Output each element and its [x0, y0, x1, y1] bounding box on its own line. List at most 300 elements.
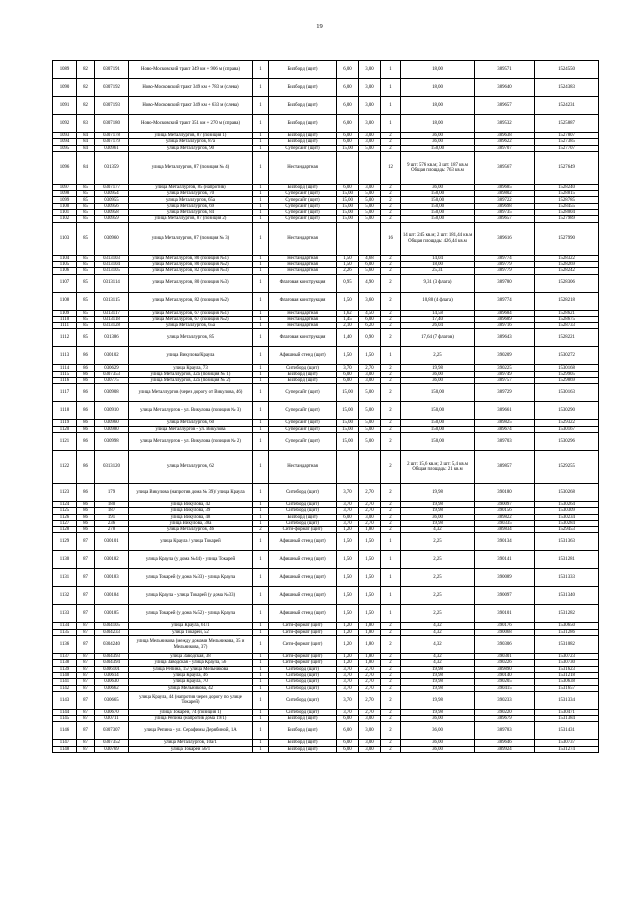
cell-zone: 85 — [77, 310, 95, 316]
cell-row-number: 1132 — [53, 587, 77, 605]
cell-coord-y: 1530650 — [535, 623, 599, 629]
cell-ad-code: 030961 — [95, 145, 129, 151]
cell-coord-y: 1530234 — [535, 514, 599, 520]
cell-faces: 2 — [381, 329, 401, 347]
cell-coord-x: 390156 — [475, 508, 535, 514]
cell-area: 36,00 — [401, 514, 475, 520]
cell-height: 5,00 — [359, 384, 381, 402]
cell-coord-x: 389698 — [475, 203, 535, 209]
cell-sides-count: 1 — [253, 514, 269, 520]
cell-row-number: 1109 — [53, 310, 77, 316]
cell-sides-count: 1 — [253, 508, 269, 514]
cell-height: 5,60 — [359, 268, 381, 274]
cell-faces: 2 — [381, 365, 401, 371]
cell-ad-code: 179 — [95, 483, 129, 501]
cell-sides-count: 1 — [253, 402, 269, 420]
cell-area: 19,98 — [401, 483, 475, 501]
cell-height: 5,00 — [359, 210, 381, 216]
cell-construction-type: Ситиборд (щит) — [269, 508, 337, 514]
cell-construction-type: Билборд (щит) — [269, 371, 337, 377]
cell-width — [337, 151, 359, 184]
cell-area: 36,00 — [401, 746, 475, 752]
cell-row-number: 1142 — [53, 685, 77, 691]
cell-row-number: 1136 — [53, 636, 77, 654]
cell-area: 19,98 — [401, 709, 475, 715]
cell-sides-count: 1 — [253, 139, 269, 145]
cell-height: 3,00 — [359, 722, 381, 740]
cell-coord-x: 389657 — [475, 97, 535, 115]
cell-row-number: 1110 — [53, 316, 77, 322]
cell-zone: 87 — [77, 666, 95, 672]
cell-height — [359, 450, 381, 483]
cell-row-number: 1115 — [53, 371, 77, 377]
cell-row-number: 1121 — [53, 432, 77, 450]
cell-sides-count: 1 — [253, 371, 269, 377]
cell-width: 6,00 — [337, 746, 359, 752]
cell-height: 2,70 — [359, 709, 381, 715]
page-number: 19 — [316, 23, 323, 30]
cell-area: 19,98 — [401, 685, 475, 691]
cell-height: 1,80 — [359, 636, 381, 654]
cell-zone: 86 — [77, 450, 95, 483]
cell-coord-y: 1531384 — [535, 716, 599, 722]
table-row — [53, 636, 599, 654]
cell-coord-x: 389707 — [475, 145, 535, 151]
cell-zone: 85 — [77, 261, 95, 267]
cell-zone: 86 — [77, 501, 95, 507]
cell-zone: 84 — [77, 133, 95, 139]
cell-sides-count: 1 — [253, 629, 269, 635]
cell-row-number: 1114 — [53, 365, 77, 371]
cell-sides-count: 1 — [253, 716, 269, 722]
cell-faces: 2 — [381, 216, 401, 222]
cell-height: 3,00 — [359, 61, 381, 79]
cell-ad-code: 030630 — [95, 679, 129, 685]
cell-coord-y: 1531282 — [535, 605, 599, 623]
cell-faces: 2 — [381, 654, 401, 660]
cell-zone: 85 — [77, 184, 95, 190]
cell-area: 4,32 — [401, 654, 475, 660]
cell-width: 3,70 — [337, 483, 359, 501]
cell-ad-code: 030629 — [95, 365, 129, 371]
cell-ad-code: 030182 — [95, 551, 129, 569]
cell-coord-y: 1531657 — [535, 685, 599, 691]
cell-row-number: 1129 — [53, 533, 77, 551]
cell-row-number: 1093 — [53, 133, 77, 139]
cell-place-address: Ново-Московский тракт 351 км + 270 м (справа) — [129, 115, 253, 133]
cell-area: 36,00 — [401, 722, 475, 740]
cell-width: 3,70 — [337, 685, 359, 691]
cell-sides-count: 1 — [253, 587, 269, 605]
cell-coord-y: 1530723 — [535, 654, 599, 660]
cell-sides-count: 1 — [253, 191, 269, 197]
table-row — [53, 587, 599, 605]
cell-coord-x: 389779 — [475, 261, 535, 267]
cell-row-number: 1102 — [53, 216, 77, 222]
cell-ad-code: 030665 — [95, 691, 129, 709]
cell-ad-code: 030960 — [95, 420, 129, 426]
cell-construction-type: Афишный стенд (щит) — [269, 533, 337, 551]
cell-construction-type: Сити-формат (щит) — [269, 660, 337, 666]
cell-height: 1,50 — [359, 551, 381, 569]
cell-coord-x: 389661 — [475, 402, 535, 420]
cell-zone: 87 — [77, 709, 95, 715]
cell-zone: 85 — [77, 274, 95, 292]
cell-sides-count: 1 — [253, 679, 269, 685]
cell-construction-type: Сити-формат (щит) — [269, 527, 337, 533]
cell-area: 19,98 — [401, 520, 475, 526]
cell-width: 1,20 — [337, 623, 359, 629]
cell-place-address: улица Викулова, 38а — [129, 520, 253, 526]
cell-width: 1,50 — [337, 255, 359, 261]
cell-coord-x: 390180 — [475, 483, 535, 501]
cell-area: 19,98 — [401, 508, 475, 514]
cell-area: 9,31 (3 флага) — [401, 274, 475, 292]
cell-construction-type: Суперсайт (щит) — [269, 402, 337, 420]
cell-row-number: 1104 — [53, 255, 77, 261]
cell-construction-type: Сити-формат (щит) — [269, 623, 337, 629]
cell-faces: 1 — [381, 587, 401, 605]
cell-coord-x: 389532 — [475, 115, 535, 133]
cell-coord-y: 1530268 — [535, 483, 599, 501]
cell-place-address: Ново-Московский тракт 349 км + 633 м (слева) — [129, 97, 253, 115]
cell-coord-y: 1528815 — [535, 191, 599, 197]
cell-coord-x: 389774 — [475, 255, 535, 261]
cell-construction-type: Суперсайт (щит) — [269, 197, 337, 203]
cell-height: 2,70 — [359, 520, 381, 526]
cell-row-number: 1134 — [53, 623, 77, 629]
cell-row-number: 1111 — [53, 323, 77, 329]
cell-coord-y: 1531281 — [535, 551, 599, 569]
cell-construction-type: Суперсайт (щит) — [269, 203, 337, 209]
cell-zone: 85 — [77, 191, 95, 197]
cell-row-number: 1145 — [53, 716, 77, 722]
cell-coord-x: 390176 — [475, 623, 535, 629]
cell-sides-count: 1 — [253, 709, 269, 715]
cell-width: 1,50 — [337, 292, 359, 310]
cell-ad-code: 0307353 — [95, 371, 129, 377]
cell-width: 3,70 — [337, 520, 359, 526]
cell-coord-y: 1528785 — [535, 197, 599, 203]
cell-row-number: 1143 — [53, 691, 77, 709]
cell-ad-code: 030955 — [95, 197, 129, 203]
cell-sides-count: 1 — [253, 666, 269, 672]
cell-place-address: улица Металлургов, 87а — [129, 139, 253, 145]
cell-coord-y: 1524383 — [535, 79, 599, 97]
cell-sides-count: 1 — [253, 685, 269, 691]
cell-place-address: улица Токарей, 74 (позиция 1) — [129, 709, 253, 715]
cell-sides-count: 2 — [253, 527, 269, 533]
cell-coord-x: 389685 — [475, 184, 535, 190]
cell-zone: 86 — [77, 371, 95, 377]
cell-place-address: Ново-Московский тракт 349 км + 783 м (слева) — [129, 79, 253, 97]
cell-faces: 2 — [381, 623, 401, 629]
cell-construction-type: Билборд (щит) — [269, 61, 337, 79]
cell-width: 1,50 — [337, 569, 359, 587]
cell-height: 3,00 — [359, 716, 381, 722]
cell-zone: 87 — [77, 746, 95, 752]
cell-height: 1,50 — [359, 533, 381, 551]
cell-width: 6,00 — [337, 740, 359, 746]
cell-zone: 85 — [77, 222, 95, 255]
cell-place-address: улица Металлургов, 80 (позиция №3) — [129, 274, 253, 292]
cell-area: 14 шт: 245 кв.м; 2 шт: 181,44 кв.м Общая площадь: 426,44 кв.м — [401, 222, 475, 255]
cell-coord-x: 389622 — [475, 139, 535, 145]
cell-faces: 1 — [381, 115, 401, 133]
cell-coord-y: 1528221 — [535, 329, 599, 347]
cell-zone: 86 — [77, 520, 95, 526]
cell-width: 6,00 — [337, 722, 359, 740]
cell-ad-code: 030711 — [95, 716, 129, 722]
cell-coord-x: 390301 — [475, 654, 535, 660]
cell-width — [337, 450, 359, 483]
registry-body — [53, 61, 599, 753]
cell-area: 4,32 — [401, 623, 475, 629]
cell-faces: 2 — [381, 292, 401, 310]
table-row — [53, 97, 599, 115]
cell-ad-code: 278 — [95, 527, 129, 533]
cell-coord-y: 1531334 — [535, 691, 599, 709]
cell-construction-type: Флаговая конструкция — [269, 292, 337, 310]
cell-construction-type: Суперсайт (щит) — [269, 210, 337, 216]
cell-area: 14,58 — [401, 310, 475, 316]
cell-zone: 87 — [77, 569, 95, 587]
cell-height: 6,20 — [359, 323, 381, 329]
cell-zone: 86 — [77, 426, 95, 432]
cell-zone: 86 — [77, 483, 95, 501]
cell-construction-type: Суперсайт (щит) — [269, 145, 337, 151]
cell-area: 2,25 — [401, 551, 475, 569]
cell-ad-code: 030775 — [95, 378, 129, 384]
cell-construction-type: Билборд (щит) — [269, 722, 337, 740]
cell-place-address: улица Металлургов, 65а — [129, 197, 253, 203]
cell-sides-count: 1 — [253, 97, 269, 115]
cell-place-address: улица Металлургов, 82 (позиция №2) — [129, 292, 253, 310]
cell-faces: 12 — [381, 151, 401, 184]
cell-sides-count: 1 — [253, 450, 269, 483]
cell-row-number: 1144 — [53, 709, 77, 715]
cell-coord-x: 390141 — [475, 551, 535, 569]
cell-row-number: 1101 — [53, 210, 77, 216]
cell-height: 1,50 — [359, 569, 381, 587]
cell-width: 1,50 — [337, 551, 359, 569]
cell-faces: 2 — [381, 514, 401, 520]
cell-place-address: улица Заводская, 38 — [129, 654, 253, 660]
cell-ad-code: 0313128 — [95, 323, 129, 329]
cell-row-number: 1135 — [53, 629, 77, 635]
cell-coord-y: 1527989 — [535, 216, 599, 222]
cell-zone: 87 — [77, 691, 95, 709]
cell-zone: 82 — [77, 97, 95, 115]
cell-height: 2,70 — [359, 483, 381, 501]
cell-width: 1,50 — [337, 261, 359, 267]
table-row — [53, 533, 599, 551]
cell-coord-y: 1528455 — [535, 203, 599, 209]
cell-place-address: улица Металлургов, 32а (позиция № 2) — [129, 378, 253, 384]
cell-place-address: улица Репина - ул. Серафимы Дерябиной, 1А — [129, 722, 253, 740]
cell-row-number: 1120 — [53, 426, 77, 432]
table-row — [53, 551, 599, 569]
cell-width: 15,00 — [337, 191, 359, 197]
cell-width: 3,70 — [337, 365, 359, 371]
cell-faces: 1 — [381, 79, 401, 97]
cell-sides-count: 1 — [253, 654, 269, 660]
cell-ad-code: 030959 — [95, 216, 129, 222]
cell-area: 19,98 — [401, 365, 475, 371]
cell-sides-count: 1 — [253, 483, 269, 501]
cell-coord-x: 389689 — [475, 316, 535, 322]
cell-zone: 87 — [77, 636, 95, 654]
cell-coord-y: 1530471 — [535, 709, 599, 715]
cell-height: 5,00 — [359, 216, 381, 222]
cell-coord-y: 1528269 — [535, 261, 599, 267]
cell-coord-y: 1531333 — [535, 569, 599, 587]
cell-ad-code: 031359 — [95, 151, 129, 184]
cell-ad-code: 030101 — [95, 533, 129, 551]
cell-ad-code: 030908 — [95, 384, 129, 402]
cell-coord-x: 389657 — [475, 216, 535, 222]
cell-row-number: 1131 — [53, 569, 77, 587]
cell-height: 2,70 — [359, 365, 381, 371]
cell-place-address: улица Металлургов, 87 (позиция 2) — [129, 216, 253, 222]
cell-coord-y: 1528306 — [535, 274, 599, 292]
cell-row-number: 1090 — [53, 79, 77, 97]
cell-height: 5,00 — [359, 197, 381, 203]
cell-zone: 85 — [77, 323, 95, 329]
cell-height: 2,70 — [359, 666, 381, 672]
cell-coord-x: 389780 — [475, 274, 535, 292]
cell-ad-code: 0307193 — [95, 97, 129, 115]
cell-coord-y: 1531286 — [535, 629, 599, 635]
cell-sides-count: 1 — [253, 740, 269, 746]
cell-place-address: улица Викулова/Краула — [129, 347, 253, 365]
cell-coord-y: 1528621 — [535, 310, 599, 316]
cell-row-number: 1119 — [53, 420, 77, 426]
cell-construction-type: Ситиборд (щит) — [269, 679, 337, 685]
cell-place-address: улица Викулова (напротив дома № 39)/ улица Краула — [129, 483, 253, 501]
cell-area: 150,00 — [401, 420, 475, 426]
cell-height: 6,00 — [359, 261, 381, 267]
cell-place-address: улица Токарей (у дома №33) - улица Краула — [129, 569, 253, 587]
cell-ad-code: 0304393 — [95, 654, 129, 660]
cell-faces: 1 — [381, 97, 401, 115]
cell-faces: 2 — [381, 184, 401, 190]
cell-construction-type: Сити-формат (щит) — [269, 654, 337, 660]
cell-place-address: улица Металлургов, 67 (позиция №2) — [129, 316, 253, 322]
cell-place-address: улица Краула - улица Токарей (у дома №33) — [129, 587, 253, 605]
cell-area: 17,40 — [401, 316, 475, 322]
cell-coord-x: 390233 — [475, 691, 535, 709]
cell-coord-x: 389857 — [475, 450, 535, 483]
cell-width: 3,70 — [337, 709, 359, 715]
cell-faces: 2 — [381, 133, 401, 139]
cell-coord-y: 1531340 — [535, 587, 599, 605]
cell-sides-count: 1 — [253, 520, 269, 526]
cell-place-address: улица Токарей (у дома №52) - улица Краула — [129, 605, 253, 623]
cell-area: 36,00 — [401, 139, 475, 145]
cell-ad-code: 0307177 — [95, 184, 129, 190]
cell-coord-x: 389822 — [475, 514, 535, 520]
cell-sides-count: 1 — [253, 533, 269, 551]
cell-place-address: улица Металлургов, 87 (позиция № 3) — [129, 222, 253, 255]
cell-coord-y: 1531623 — [535, 666, 599, 672]
cell-height: 5,00 — [359, 402, 381, 420]
cell-area: 14,04 — [401, 255, 475, 261]
cell-coord-x: 390097 — [475, 501, 535, 507]
cell-construction-type: Билборд (щит) — [269, 115, 337, 133]
cell-place-address: улица Краула, 44 (напротив через дорогу по улице Токарей) — [129, 691, 253, 709]
cell-width: 6,00 — [337, 184, 359, 190]
cell-faces: 2 — [381, 255, 401, 261]
cell-row-number: 1138 — [53, 660, 77, 666]
cell-zone: 85 — [77, 216, 95, 222]
cell-place-address: улица Мельникова (между домами Мельникова, 35 и Мельникова, 37) — [129, 636, 253, 654]
cell-height: 2,70 — [359, 672, 381, 678]
cell-faces: 2 — [381, 191, 401, 197]
cell-sides-count: 1 — [253, 274, 269, 292]
cell-height: 4,90 — [359, 274, 381, 292]
cell-area: 18,00 — [401, 261, 475, 267]
cell-faces: 2 — [381, 371, 401, 377]
cell-coord-y: 1530730 — [535, 660, 599, 666]
cell-width: 6,00 — [337, 115, 359, 133]
cell-sides-count: 1 — [253, 292, 269, 310]
cell-faces: 2 — [381, 316, 401, 322]
table-row — [53, 691, 599, 709]
cell-width: 3,70 — [337, 691, 359, 709]
cell-row-number: 1108 — [53, 292, 77, 310]
table-row — [53, 292, 599, 310]
cell-place-address: улица Металлургов, 80 (позиция №2) — [129, 261, 253, 267]
cell-ad-code: 0304240 — [95, 636, 129, 654]
cell-construction-type: Билборд (щит) — [269, 139, 337, 145]
cell-height: 6,00 — [359, 316, 381, 322]
cell-faces: 2 — [381, 210, 401, 216]
table-row — [53, 274, 599, 292]
cell-coord-x: 389640 — [475, 79, 535, 97]
cell-area: 9 шт: 576 кв.м; 3 шт: 187 кв.м Общая площадь: 763 кв.м — [401, 151, 475, 184]
cell-faces: 2 — [381, 501, 401, 507]
cell-coord-y: 1530284 — [535, 520, 599, 526]
table-row — [53, 384, 599, 402]
cell-construction-type: Ситиборд (щит) — [269, 365, 337, 371]
cell-width: 3,70 — [337, 672, 359, 678]
cell-height: 5,00 — [359, 432, 381, 450]
cell-coord-x: 389825 — [475, 420, 535, 426]
cell-faces: 1 — [381, 605, 401, 623]
cell-construction-type: Суперсайт (щит) — [269, 432, 337, 450]
cell-height: 3,00 — [359, 79, 381, 97]
cell-area: 4,32 — [401, 629, 475, 635]
cell-zone: 84 — [77, 151, 95, 184]
cell-place-address: улица Металлургов - ул. Викулова — [129, 426, 253, 432]
cell-ad-code: 187 — [95, 508, 129, 514]
cell-ad-code: 0313103 — [95, 255, 129, 261]
cell-place-address: улица Металлургов, 10а/1 — [129, 740, 253, 746]
cell-coord-x: 389684 — [475, 310, 535, 316]
cell-coord-x: 389749 — [475, 371, 535, 377]
cell-place-address: улица Заводская - улица Краула, 56 — [129, 660, 253, 666]
cell-coord-y: 1529905 — [535, 371, 599, 377]
cell-construction-type: Билборд (щит) — [269, 133, 337, 139]
cell-faces: 16 — [381, 222, 401, 255]
cell-area: 25,31 — [401, 268, 475, 274]
cell-sides-count: 1 — [253, 660, 269, 666]
cell-faces: 2 — [381, 709, 401, 715]
cell-construction-type: Билборд (щит) — [269, 746, 337, 752]
cell-ad-code: 030998 — [95, 432, 129, 450]
cell-sides-count: 1 — [253, 636, 269, 654]
